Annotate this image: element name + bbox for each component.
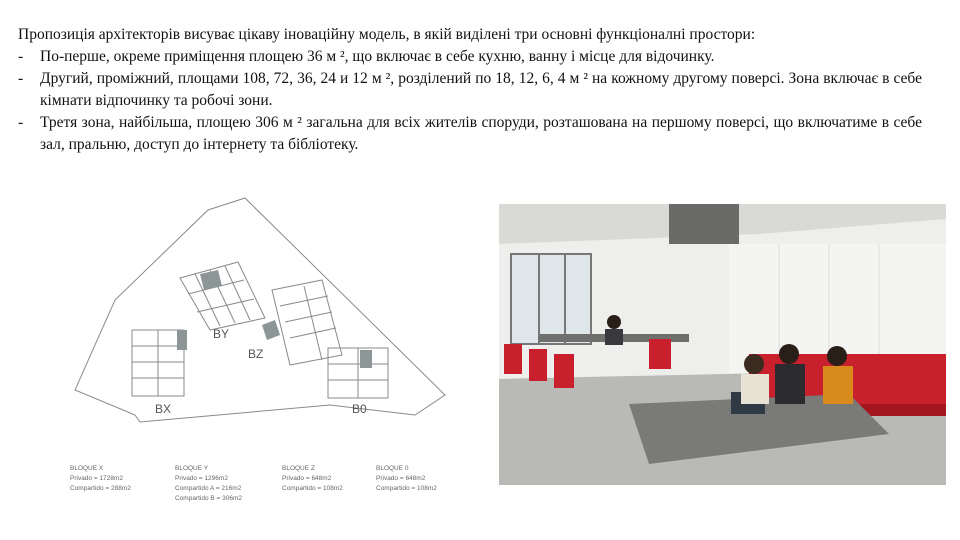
bullet-item xyxy=(18,112,922,156)
legend-line: Privado = 648m2 xyxy=(376,475,426,482)
bullet-dash: - xyxy=(18,70,24,87)
legend-title: BLOQUE 0 xyxy=(376,465,409,472)
label-by: BY xyxy=(213,327,230,341)
floor-plan xyxy=(60,190,460,530)
plan-legend xyxy=(70,465,437,502)
bullet-text: По-перше, окреме приміщення площею 36 м ², що включає в себе кухню, ванну і місце для відочинку. xyxy=(40,48,715,65)
bullet-item xyxy=(18,68,922,112)
bullet-text: Другий, проміжний, площами 108, 72, 36, 24 и 12 м ², розділений по 18, 12, 6, 4 м ² на кожному другому поверсі. Зона включає в себе кімнати відпочинку та робочі зони. xyxy=(40,70,922,109)
legend-line: Privado = 648m2 xyxy=(282,475,332,482)
bullet-text: Третя зона, найбільша, площею 306 м ² загальна для всіх жителів споруди, розташована на першому поверсі, що включатиме в себе зал, пральню, доступ до інтернету та бібліотеку. xyxy=(40,114,922,153)
legend-line: Compartido = 288m2 xyxy=(70,485,131,492)
legend-line: Privado = 1296m2 xyxy=(175,475,228,482)
legend-title: BLOQUE Z xyxy=(282,465,315,472)
shared-areas xyxy=(177,270,372,368)
legend-title: BLOQUE X xyxy=(70,465,104,472)
intro-paragraph: Пропозиція архітекторів висуває цікаву іноваційну модель, в якій виділені три основні функціоналні простори: xyxy=(18,26,756,43)
label-b0: B0 xyxy=(352,402,367,416)
label-bx: BX xyxy=(155,402,172,416)
interior-photo xyxy=(499,204,946,485)
bullet-dash: - xyxy=(18,48,24,65)
legend-title: BLOQUE Y xyxy=(175,465,209,472)
legend-line: Compartido = 108m2 xyxy=(376,485,437,492)
interior-photo-illustration xyxy=(499,204,946,485)
legend-line: Privado = 1728m2 xyxy=(70,475,123,482)
floor-plan-drawing xyxy=(60,190,460,530)
bullet-item xyxy=(18,46,922,68)
site-boundary xyxy=(75,198,445,422)
text-block xyxy=(18,24,922,156)
legend-line: Compartido A = 216m2 xyxy=(175,485,242,492)
bullet-dash: - xyxy=(18,114,24,131)
label-bz: BZ xyxy=(248,347,264,361)
legend-line: Compartido = 108m2 xyxy=(282,485,343,492)
legend-line: Compartido B = 306m2 xyxy=(175,495,243,502)
